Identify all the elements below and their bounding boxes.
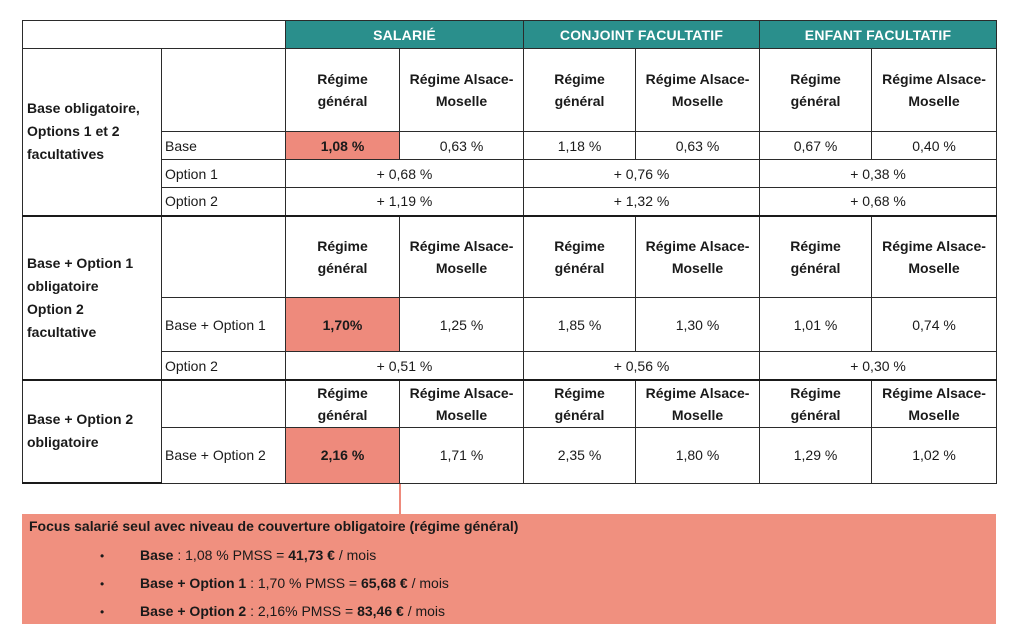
col-header-general: Régime général bbox=[760, 380, 872, 428]
row-label: Base + Option 2 bbox=[162, 428, 286, 483]
item-amount: 83,46 € bbox=[357, 603, 404, 619]
value-cell: 1,29 % bbox=[760, 428, 872, 483]
col-header-alsace: Régime Alsace- Moselle bbox=[872, 49, 997, 132]
col-header-alsace: Régime Alsace- Moselle bbox=[636, 216, 760, 298]
bullet: • bbox=[100, 577, 105, 591]
highlight-cell: 1,08 % bbox=[286, 132, 400, 160]
focus-title: Focus salarié seul avec niveau de couverture obligatoire (régime général) bbox=[29, 518, 519, 534]
col-header-alsace: Régime Alsace- Moselle bbox=[872, 380, 997, 428]
section-label-2 bbox=[23, 216, 162, 380]
list-item bbox=[100, 573, 449, 601]
item-rate: 1,08 % PMSS = bbox=[185, 547, 289, 563]
value-cell: 0,67 % bbox=[760, 132, 872, 160]
item-label: Base + Option 1 bbox=[140, 575, 247, 591]
item-label: Base + Option 2 bbox=[140, 603, 247, 619]
col-header-alsace: Régime Alsace- Moselle bbox=[400, 49, 524, 132]
col-header-alsace: Régime Alsace- Moselle bbox=[872, 216, 997, 298]
group-header-enfant: ENFANT FACULTATIF bbox=[760, 21, 997, 49]
value-cell: 1,18 % bbox=[524, 132, 636, 160]
value-cell: 1,25 % bbox=[400, 298, 524, 352]
value-cell: 1,85 % bbox=[524, 298, 636, 352]
row-label: Base + Option 1 bbox=[162, 298, 286, 352]
item-amount: 41,73 € bbox=[288, 547, 335, 563]
col-header-alsace: Régime Alsace- Moselle bbox=[400, 216, 524, 298]
highlight-cell: 1,70% bbox=[286, 298, 400, 352]
empty-header-cell bbox=[162, 216, 286, 298]
merged-value-cell: + 0,56 % bbox=[524, 352, 760, 380]
merged-value-cell: + 1,32 % bbox=[524, 188, 760, 216]
col-header-alsace: Régime Alsace- Moselle bbox=[636, 49, 760, 132]
table-corner bbox=[23, 21, 286, 49]
highlight-cell: 2,16 % bbox=[286, 428, 400, 483]
item-amount: 65,68 € bbox=[360, 575, 408, 591]
bullet: • bbox=[100, 605, 105, 619]
value-cell: 0,40 % bbox=[872, 132, 997, 160]
col-header-general: Régime général bbox=[760, 216, 872, 298]
merged-value-cell: + 0,38 % bbox=[760, 160, 997, 188]
bullet: • bbox=[100, 549, 105, 563]
item-rate: 2,16% PMSS = bbox=[257, 603, 358, 619]
value-cell: 1,02 % bbox=[872, 428, 997, 483]
row-label: Base bbox=[162, 132, 286, 160]
empty-header-cell bbox=[162, 49, 286, 132]
merged-value-cell: + 0,76 % bbox=[524, 160, 760, 188]
group-header-conjoint: CONJOINT FACULTATIF bbox=[524, 21, 760, 49]
value-cell: 1,30 % bbox=[636, 298, 760, 352]
item-unit: / mois bbox=[403, 603, 446, 619]
col-header-alsace: Régime Alsace- Moselle bbox=[636, 380, 760, 428]
section-label-3 bbox=[23, 380, 162, 483]
merged-value-cell: + 0,68 % bbox=[286, 160, 524, 188]
focus-box bbox=[22, 514, 996, 624]
merged-value-cell: + 0,30 % bbox=[760, 352, 997, 380]
col-header-general: Régime général bbox=[524, 216, 636, 298]
merged-value-cell: + 0,51 % bbox=[286, 352, 524, 380]
row-label: Option 2 bbox=[162, 352, 286, 380]
item-rate: 1,70 % PMSS = bbox=[257, 575, 361, 591]
item-label: Base bbox=[140, 547, 174, 563]
col-header-general: Régime général bbox=[524, 380, 636, 428]
col-header-alsace: Régime Alsace- Moselle bbox=[400, 380, 524, 428]
col-header-general: Régime général bbox=[760, 49, 872, 132]
col-header-general: Régime général bbox=[286, 49, 400, 132]
section-label-text: Base + Option 1 obligatoire Option 2 facultative bbox=[27, 254, 134, 340]
item-sep: : bbox=[246, 575, 258, 591]
col-header-general: Régime général bbox=[524, 49, 636, 132]
section-label-1 bbox=[23, 49, 162, 216]
list-item bbox=[100, 601, 449, 629]
rates-table bbox=[22, 20, 997, 484]
item-sep: : bbox=[246, 603, 258, 619]
row-label: Option 1 bbox=[162, 160, 286, 188]
value-cell: 1,71 % bbox=[400, 428, 524, 483]
merged-value-cell: + 1,19 % bbox=[286, 188, 524, 216]
item-sep: : bbox=[173, 547, 186, 563]
value-cell: 0,63 % bbox=[636, 132, 760, 160]
merged-value-cell: + 0,68 % bbox=[760, 188, 997, 216]
callout-connector bbox=[399, 484, 401, 514]
item-unit: / mois bbox=[334, 547, 377, 563]
col-header-general: Régime général bbox=[286, 216, 400, 298]
value-cell: 0,63 % bbox=[400, 132, 524, 160]
list-item bbox=[100, 545, 449, 573]
item-unit: / mois bbox=[407, 575, 449, 591]
value-cell: 1,80 % bbox=[636, 428, 760, 483]
row-label: Option 2 bbox=[162, 188, 286, 216]
value-cell: 0,74 % bbox=[872, 298, 997, 352]
value-cell: 2,35 % bbox=[524, 428, 636, 483]
empty-header-cell bbox=[162, 380, 286, 428]
section-label-text: Base obligatoire, Options 1 et 2 facultatives bbox=[27, 100, 140, 163]
value-cell: 1,01 % bbox=[760, 298, 872, 352]
col-header-general: Régime général bbox=[286, 380, 400, 428]
section-label-text: Base + Option 2 obligatoire bbox=[27, 411, 134, 451]
group-header-salarie: SALARIÉ bbox=[286, 21, 524, 49]
focus-list bbox=[100, 545, 449, 629]
